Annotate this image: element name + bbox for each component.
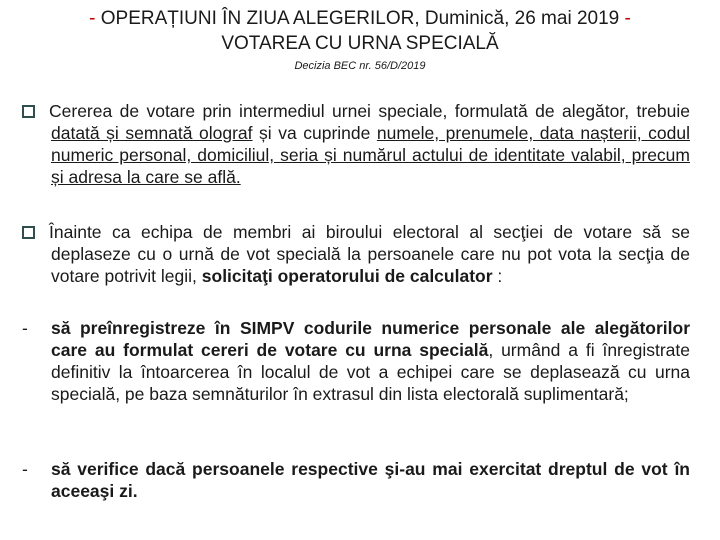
checkbox-bullet-icon [22, 105, 35, 118]
page-title-line2: VOTAREA CU URNA SPECIALĂ [221, 33, 499, 54]
title-main: OPERAȚIUNI ÎN ZIUA ALEGERILOR, Duminică, 26 mai 2019 [100, 8, 620, 29]
text-segment: Cererea de votare prin intermediul urnei speciale, formulată de alegător, trebuie [49, 101, 690, 121]
title-dash-right: - [619, 8, 631, 29]
text-segment: : [492, 266, 503, 286]
paragraph-text [22, 221, 690, 287]
underlined-text: numele, prenumele, data nașterii, codul numeric personal, domiciliul, seria și numărul actului de identitate valabil, precum și adresa la care se află. [51, 123, 690, 187]
title-dash-left: - [89, 8, 101, 29]
bold-text: să verifice dacă persoanele respective şi-au mai exercitat dreptul de vot în aceeaşi zi. [51, 459, 690, 501]
page-subtitle: Decizia BEC nr. 56/D/2019 [294, 60, 426, 72]
header [0, 6, 720, 72]
bold-text: să preînregistreze în SIMPV codurile numerice personale ale alegătorilor care au formulat cereri de votare cu urna specială [51, 318, 690, 360]
paragraph-verify [22, 458, 690, 502]
page-title [0, 6, 720, 31]
paragraph-text [22, 458, 690, 502]
dash-bullet: - [22, 318, 28, 338]
paragraph-text [22, 100, 690, 188]
bold-text: solicitaţi operatorului de calculator [201, 266, 493, 286]
paragraph-text [22, 317, 690, 405]
paragraph-before-departure [22, 221, 690, 287]
text-segment: și va cuprinde [252, 123, 377, 143]
checkbox-bullet-icon [22, 226, 35, 239]
paragraph-preregister [22, 317, 690, 405]
text-segment: , urmând a fi înregistrate definitiv la întoarcerea în localul de vot a echipei care se deplasează cu urna specială, pe baza semnăturilor în extrasul din lista electorală suplimentară; [51, 340, 690, 404]
paragraph-request-requirements [22, 100, 690, 188]
text-segment: Înainte ca echipa de membri ai biroului electoral al secţiei de votare să se deplaseze cu o urnă de vot specială la persoanele care nu pot vota la secţia de votare potrivit legii, [49, 222, 690, 286]
dash-bullet: - [22, 459, 28, 479]
underlined-text: datată și semnată olograf [51, 123, 253, 143]
